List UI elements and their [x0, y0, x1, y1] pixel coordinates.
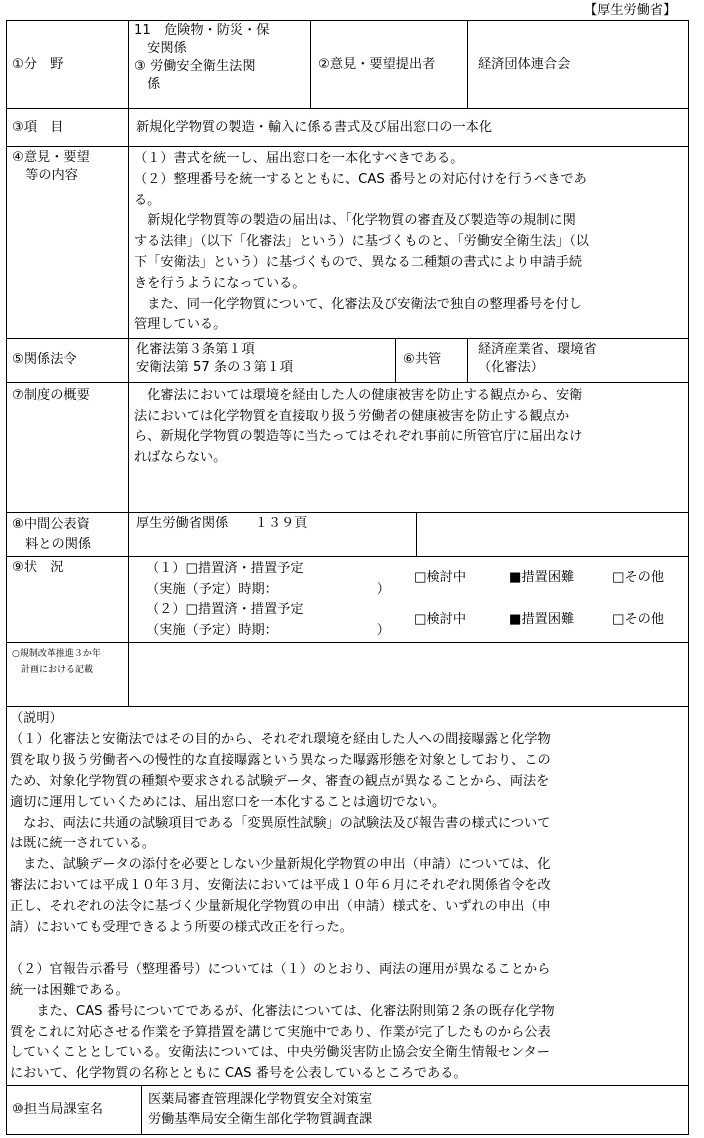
department-line: 労働基準局安全衛生部化学物質調査課: [148, 1112, 373, 1127]
item-label: ③項 目: [12, 120, 64, 135]
department-line: 医薬局審査管理課化学物質安全対策室: [148, 1092, 373, 1107]
opinion-line: また、同一化学物質について、化審法及び安衛法で独自の整理番号を付し: [134, 296, 582, 312]
joint-value: [478, 341, 597, 377]
field-value: [134, 22, 308, 94]
department-value: [148, 1090, 372, 1130]
explanation-line: また、試験データの添付を必要としない少量新規化学物質の申出（申請）については、化: [10, 857, 551, 873]
department-label: ⑩担当局課室名: [12, 1102, 103, 1117]
joint-label: ⑥共管: [403, 352, 442, 367]
opinion-line: る。: [134, 192, 161, 208]
laws-value: [136, 341, 293, 377]
opinion-label: [12, 149, 90, 185]
opinion-line: 下「安衛法」という）に基づくもので、異なる二種類の書式により申請手続: [134, 254, 583, 270]
opinion-line: （２）整理番号を統一するとともに、CAS 番号との対応付けを行うべきであ: [134, 171, 587, 187]
opinion-content: [134, 149, 686, 336]
interim-label-line: 料との関係: [12, 537, 92, 552]
overview-label: ⑦制度の概要: [12, 388, 90, 403]
status-row-1-line2: （実施（予定）時期： ）: [146, 581, 390, 597]
interim-value: 厚生労働省関係 １３９頁: [136, 516, 308, 531]
field-value-line: 係: [134, 77, 161, 92]
laws-label: ⑤関係法令: [12, 352, 77, 367]
overview-line: ら、新規化学物質の製造等に当たってはそれぞれ事前に所管官庁に届出なけ: [134, 429, 583, 444]
overview-line: ればならない。: [134, 449, 227, 465]
opinion-line: きを行うようになっている。: [134, 275, 306, 291]
plan-label: [12, 646, 101, 678]
status-row-2-review: □検討中: [414, 612, 467, 627]
explanation-line: また、CAS 番号についてであるが、化審法については、化審法附則第２条の既存化学物: [10, 1003, 555, 1019]
explanation-line: 質をこれに対応させる作業を予算措置を講じて実施中であり、作業が完了したものから公表: [10, 1024, 551, 1040]
status-row-2-line1: （２）□措置済・措置予定: [146, 602, 304, 617]
status-row-2-line2: （実施（予定）時期： ）: [146, 622, 390, 638]
explanation-line: ため、対象化学物質の種類や要求される試験データ、審査の観点が異なることから、両法を: [10, 773, 550, 789]
laws-line: 安衛法第 57 条の３第１項: [136, 360, 294, 375]
status-row-2: [146, 600, 390, 641]
explanation-line: 適切に運用していくためには、届出窓口を一本化することは適切でない。: [10, 794, 446, 810]
plan-label-line: ○規制改革推進３か年: [12, 649, 101, 659]
ministry-header: 【厚生労働省】: [584, 3, 677, 18]
field-value-line: 11 危険物・防災・保: [134, 23, 270, 38]
laws-line: 化審法第３条第１項: [136, 342, 255, 357]
field-value-line: ③ 労働安全衛生法関: [134, 59, 256, 74]
status-row-1-review: □検討中: [414, 570, 467, 585]
explanation-line: において、化学物質の名称とともに CAS 番号を公表しているところである。: [10, 1066, 467, 1082]
submitter-label: ②意見・要望提出者: [318, 57, 436, 72]
explanation-line: 正し、それぞれの法令に基づく少量新規化学物質の申出（申請）様式を、いずれの申出（申: [10, 899, 551, 915]
opinion-line: （１）書式を統一し、届出窓口を一本化すべきである。: [134, 151, 464, 166]
field-value-line: 安関係: [134, 41, 187, 56]
opinion-label-line: ④意見・要望: [12, 150, 90, 165]
overview-content: [134, 386, 582, 468]
status-label: ⑨状 況: [12, 560, 64, 575]
explanation: [10, 709, 686, 1085]
explanation-line: 請）においても受理できるよう所要の様式改正を行った。: [10, 920, 353, 936]
explanation-line: していくこととしている。安衛法については、中央労働災害防止協会安全衛生情報センター: [10, 1045, 550, 1061]
explanation-line: （１）化審法と安衛法ではその目的から、それぞれ環境を経由した人への間接曝露と化学物: [10, 731, 551, 747]
explanation-line: （２）官報告示番号（整理番号）については（１）のとおり、両法の運用が異なることから: [10, 961, 551, 977]
status-row-1: [146, 559, 390, 600]
overview-line: 法においては化学物質を直接取り扱う労働者の健康被害を防止する観点か: [134, 408, 570, 424]
joint-line: （化審法）: [478, 360, 544, 375]
item-value: 新規化学物質の製造・輸入に係る書式及び届出窓口の一本化: [136, 120, 493, 135]
status-row-1-other: □その他: [612, 570, 665, 585]
joint-line: 経済産業省、環境省: [478, 342, 597, 357]
status-row-2-other: □その他: [612, 612, 665, 627]
field-label: ①分 野: [12, 57, 64, 72]
status-row-1-difficult: ■措置困難: [509, 570, 575, 585]
explanation-line: 質を取り扱う労働者への慢性的な直接曝露という異なった曝露形態を対象としており、この: [10, 752, 551, 768]
status-row-2-difficult: ■措置困難: [509, 612, 575, 627]
explanation-line: 統一は困難である。: [10, 982, 129, 998]
opinion-label-line: 等の内容: [12, 168, 78, 183]
status-row-1-line1: （１）□措置済・措置予定: [146, 561, 304, 576]
plan-label-line: 計画における記載: [12, 665, 94, 675]
opinion-line: する法律」（以下「化審法」という）に基づくものと、「労働安全衛生法」（以: [134, 234, 589, 250]
interim-label: [12, 515, 91, 555]
explanation-line: 審法においては平成１０年３月、安衛法においては平成１０年６月にそれぞれ関係省令を改: [10, 878, 551, 894]
explanation-line: [10, 939, 686, 960]
explanation-line: （説明）: [10, 711, 63, 726]
overview-line: 化審法においては環境を経由した人の健康被害を防止する観点から、安衛: [134, 388, 583, 403]
opinion-line: 新規化学物質等の製造の届出は、「化学物質の審査及び製造等の規制に関: [134, 213, 576, 229]
explanation-line: なお、両法に共通の試験項目である「変異原性試験」の試験法及び報告書の様式について: [10, 815, 551, 831]
opinion-line: 管理している。: [134, 317, 227, 333]
interim-label-line: ⑧中間公表資: [12, 517, 90, 532]
submitter-value: 経済団体連合会: [478, 57, 571, 72]
explanation-line: は既に統一されている。: [10, 836, 156, 852]
